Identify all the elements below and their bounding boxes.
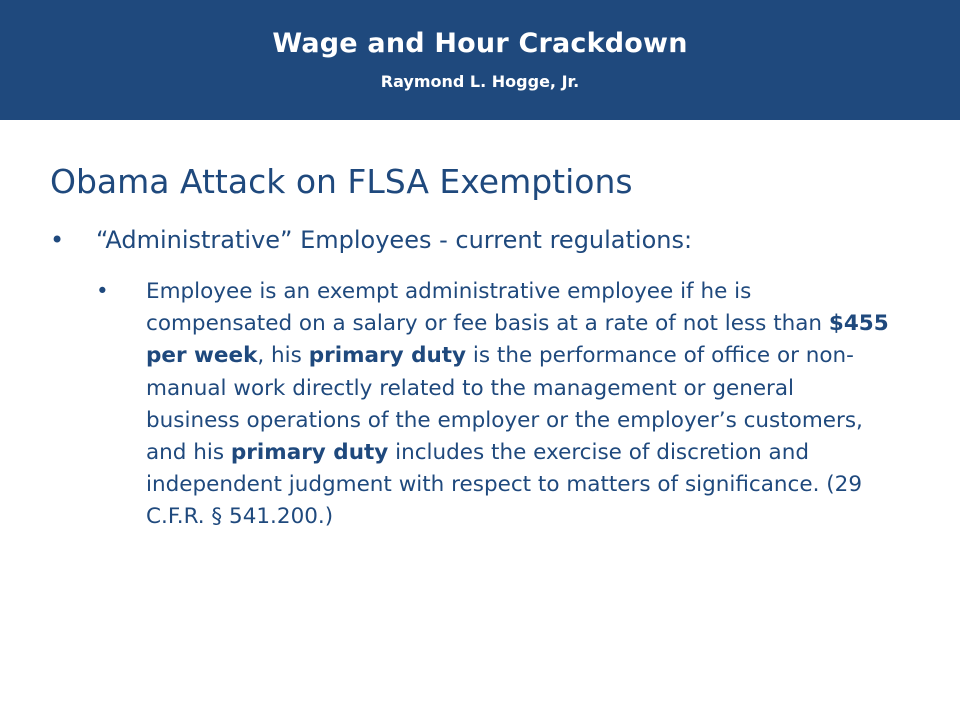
emphasis-salary: $455 per week <box>146 311 889 369</box>
sub-bullet-text <box>146 276 894 534</box>
emphasis-primary-duty: primary duty <box>230 440 389 466</box>
emphasis-primary-duty: primary duty <box>308 343 467 369</box>
header-banner <box>0 0 960 120</box>
text-segment: is the performance of office or non-manual work directly related to the management or general business operations of the employer or the employer’s customers, and his <box>146 343 863 466</box>
section-heading: Obama Attack on FLSA Exemptions <box>50 162 633 201</box>
text-segment: , his <box>257 343 309 369</box>
bullet-text: “Administrative” Employees - current regulations: <box>96 226 693 254</box>
slide-author: Raymond L. Hogge, Jr. <box>380 72 580 91</box>
slide-title: Wage and Hour Crackdown <box>272 28 688 59</box>
bullet-icon: • <box>50 226 65 254</box>
text-segment: includes the exercise of discretion and independent judgment with respect to matters of significance. (29 C.F.R. § 541.200.) <box>146 440 863 530</box>
sub-bullet-icon: • <box>96 279 109 304</box>
text-segment: Employee is an exempt administrative employee if he is compensated on a salary or fee basis at a rate of not less than <box>146 279 829 337</box>
